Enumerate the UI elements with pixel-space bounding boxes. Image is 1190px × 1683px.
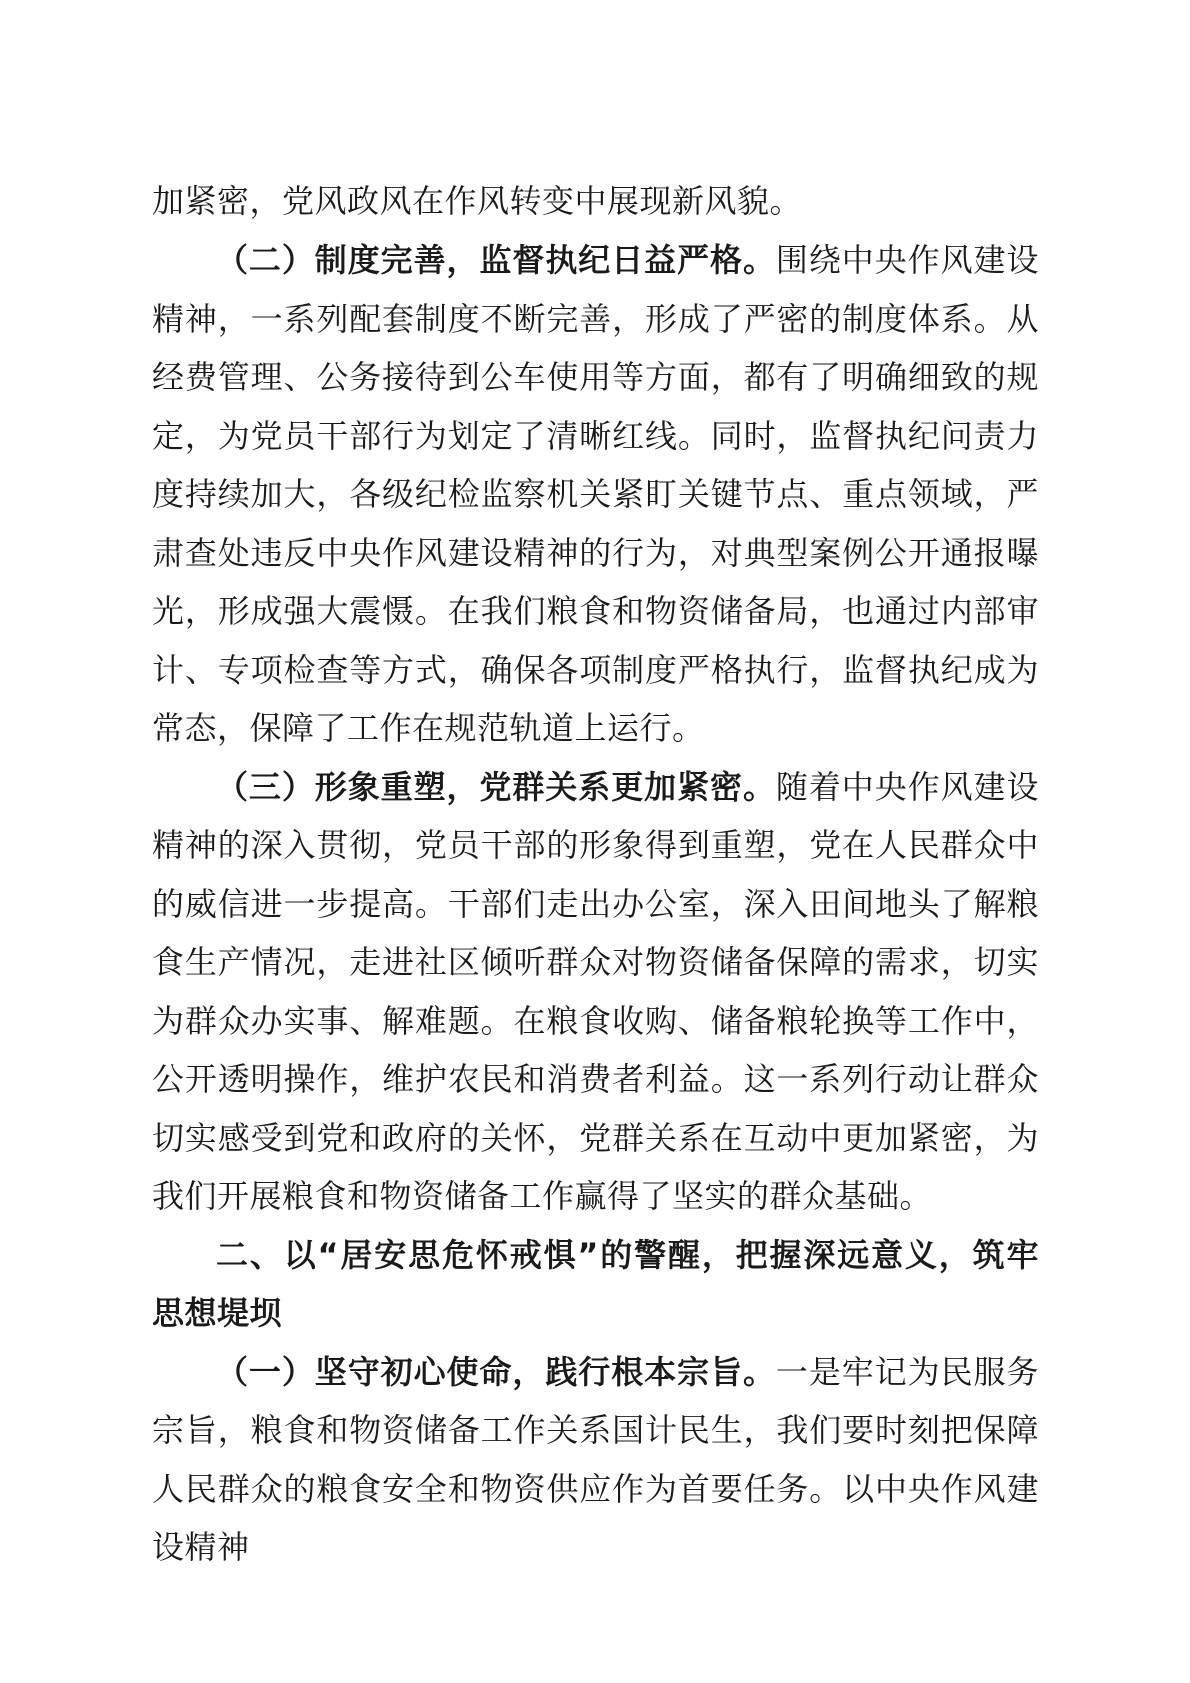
paragraph-lead: （一）坚守初心使命，践行根本宗旨。 bbox=[216, 1352, 776, 1391]
paragraph-text: 一是牢记为民服务宗旨，粮食和物资储备工作关系国计民生，我们要时刻把保障人民群众的粮食安全和物资供应作为首要任务。以中央作风建设精神 bbox=[152, 1352, 1039, 1566]
section-heading bbox=[152, 1226, 1039, 1343]
paragraph-text: 加紧密，党风政风在作风转变中展现新风貌。 bbox=[152, 182, 803, 220]
paragraph-continuation bbox=[152, 172, 1039, 231]
paragraph-text: 随着中央作风建设精神的深入贯彻，党员干部的形象得到重塑，党在人民群众中的威信进一步提高。干部们走出办公室，深入田间地头了解粮食生产情况，走进社区倾听群众对物资储备保障的需求，切实为群众办实事、解难题。在粮食收购、储备粮轮换等工作中，公开透明操作，维护农民和消费者利益。这一系列行动让群众切实感受到党和政府的关怀，党群关系在互动中更加紧密，为我们开展粮食和物资储备工作赢得了坚实的群众基础。 bbox=[152, 767, 1039, 1215]
paragraph-image-reshaping bbox=[152, 758, 1039, 1226]
paragraph-lead: （三）形象重塑，党群关系更加紧密。 bbox=[216, 767, 776, 806]
paragraph-system-improvement bbox=[152, 231, 1039, 758]
paragraph-original-mission bbox=[152, 1343, 1039, 1577]
section-heading-text: 二、以“居安思危怀戒惧”的警醒，把握深远意义，筑牢思想堤坝 bbox=[152, 1235, 1039, 1332]
document-page bbox=[152, 172, 1039, 1577]
paragraph-text: 围绕中央作风建设精神，一系列配套制度不断完善，形成了严密的制度体系。从经费管理、公务接待到公车使用等方面，都有了明确细致的规定，为党员干部行为划定了清晰红线。同时，监督执纪问责力度持续加大，各级纪检监察机关紧盯关键节点、重点领域，严肃查处违反中央作风建设精神的行为，对典型案例公开通报曝光，形成强大震慑。在我们粮食和物资储备局，也通过内部审计、专项检查等方式，确保各项制度严格执行，监督执纪成为常态，保障了工作在规范轨道上运行。 bbox=[152, 241, 1039, 747]
paragraph-lead: （二）制度完善，监督执纪日益严格。 bbox=[216, 241, 776, 279]
